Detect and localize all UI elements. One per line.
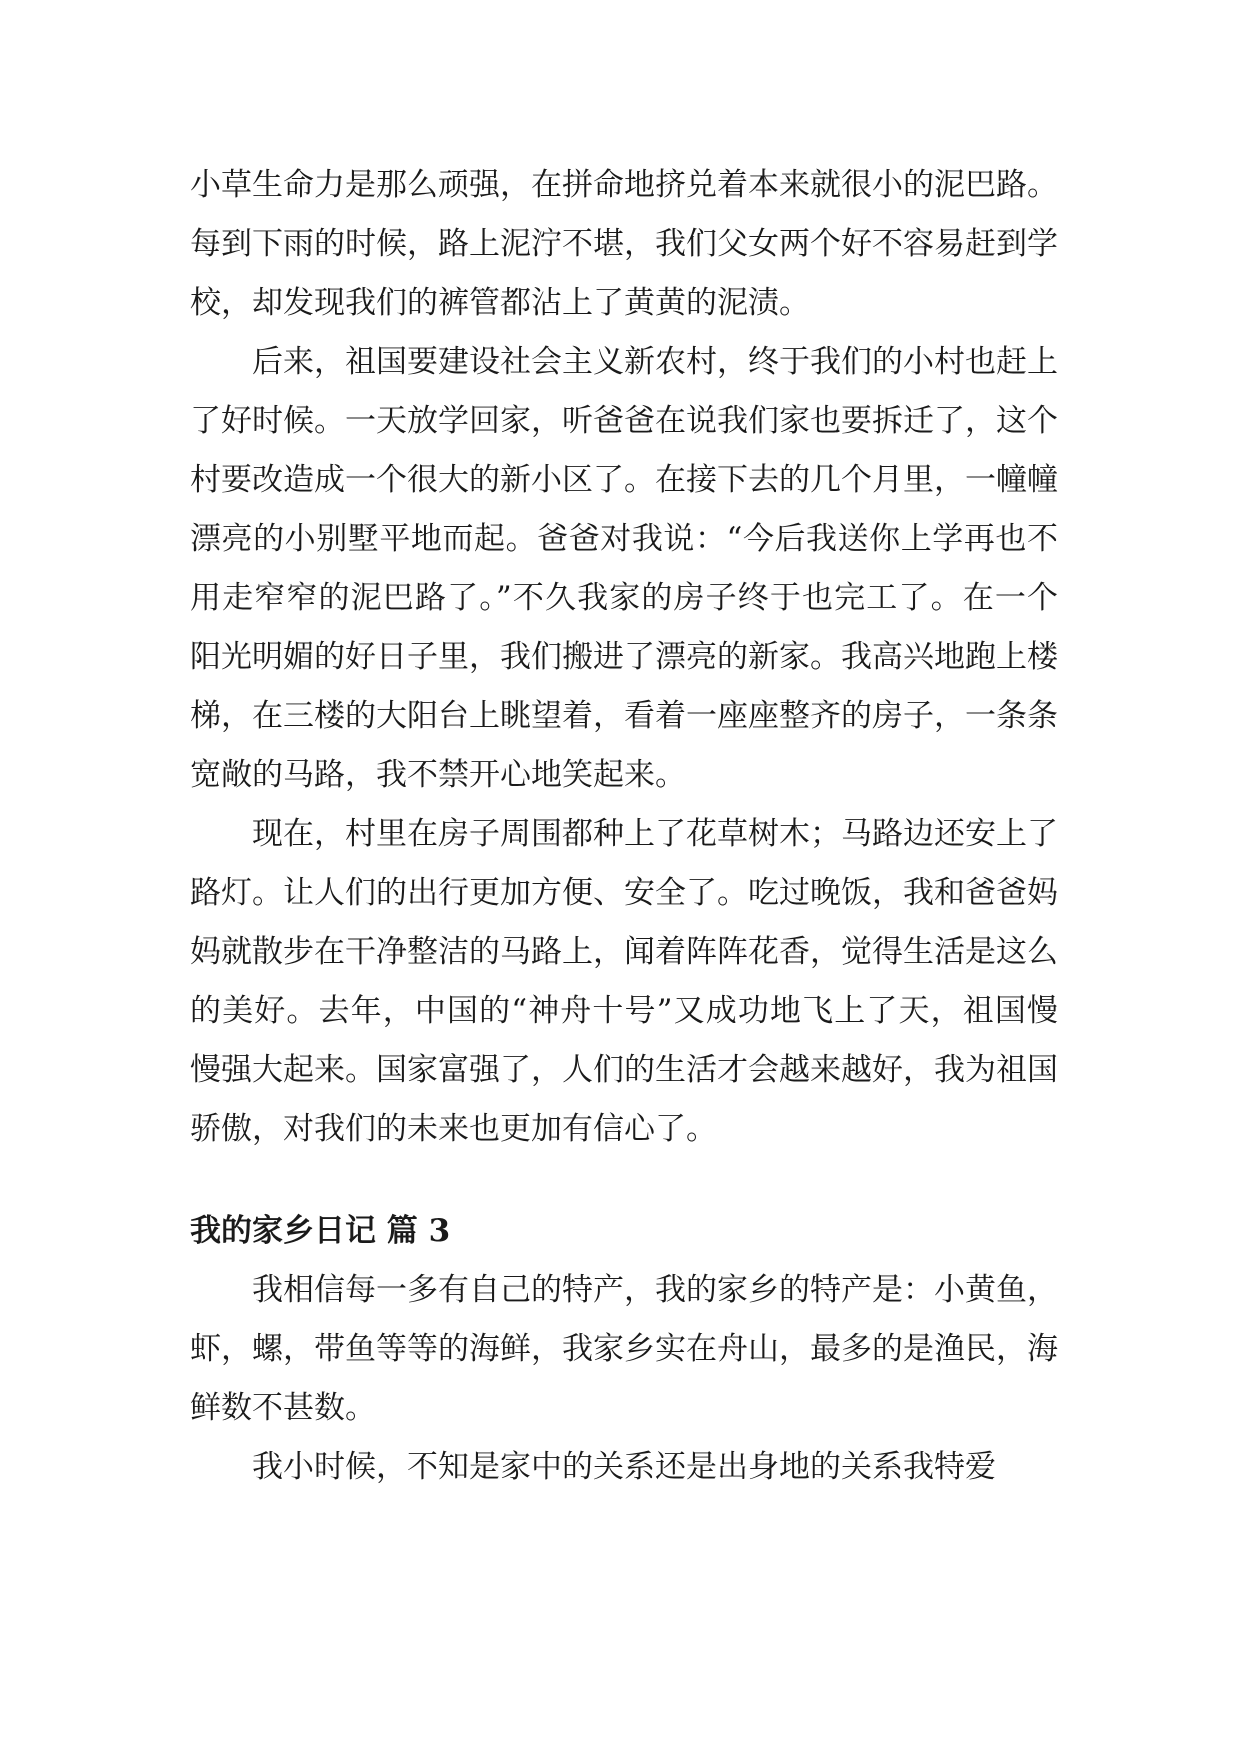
paragraph-local-specialties: 我相信每一多有自己的特产，我的家乡的特产是：小黄鱼，虾，螺，带鱼等等的海鲜，我家乡实在舟山，最多的是渔民，海鲜数不甚数。 <box>190 1272 1058 1426</box>
paragraph-new-village: 后来，祖国要建设社会主义新农村，终于我们的小村也赶上了好时候。一天放学回家，听爸爸在说我们家也要拆迁了，这个村要改造成一个很大的新小区了。在接下去的几个月里，一幢幢漂亮的小别墅平地而起。爸爸对我说：“今后我送你上学再也不用走窄窄的泥巴路了。”不久我家的房子终于也完工了。在一个阳光明媚的好日子里，我们搬进了漂亮的新家。我高兴地跑上楼梯，在三楼的大阳台上眺望着，看着一座座整齐的房子，一条条宽敞的马路，我不禁开心地笑起来。 <box>190 344 1058 793</box>
paragraph-childhood: 我小时候，不知是家中的关系还是出身地的关系我特爱 <box>252 1449 996 1485</box>
paragraph-continuation: 小草生命力是那么顽强，在拼命地挤兑着本来就很小的泥巴路。每到下雨的时候，路上泥泞不堪，我们父女两个好不容易赶到学校，却发现我们的裤管都沾上了黄黄的泥渍。 <box>190 167 1058 321</box>
document-body <box>190 156 1058 1497</box>
paragraph-present-day: 现在，村里在房子周围都种上了花草树木；马路边还安上了路灯。让人们的出行更加方便、安全了。吃过晚饭，我和爸爸妈妈就散步在干净整洁的马路上，闻着阵阵花香，觉得生活是这么的美好。去年，中国的“神舟十号”又成功地飞上了天，祖国慢慢强大起来。国家富强了，人们的生活才会越来越好，我为祖国骄傲，对我们的未来也更加有信心了。 <box>190 816 1058 1147</box>
section-title: 我的家乡日记 篇 3 <box>190 1213 451 1249</box>
